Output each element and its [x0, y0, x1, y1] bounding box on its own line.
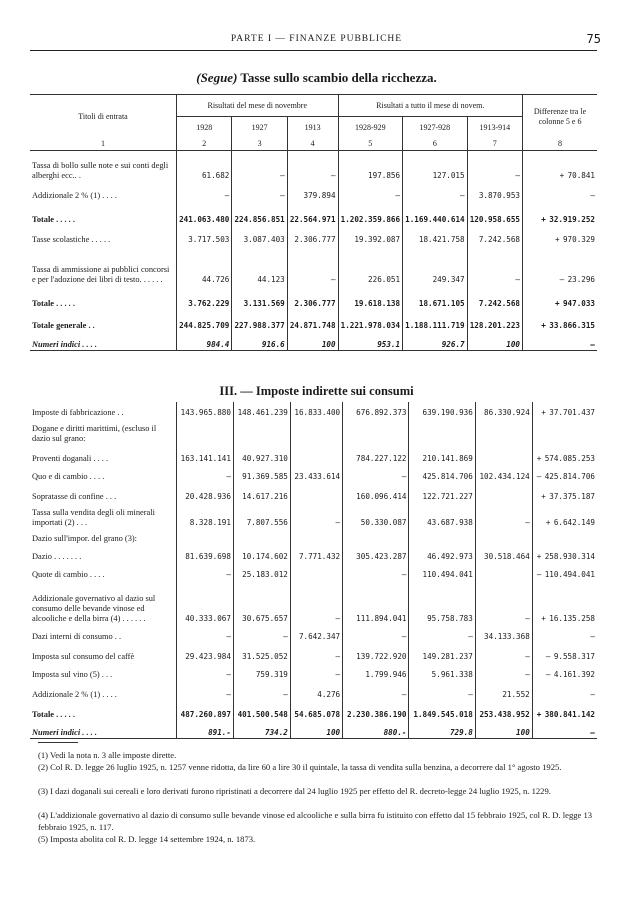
cell-value: 8.328.191: [177, 502, 234, 528]
cell-value: 44.123: [232, 245, 287, 285]
cell-value: 2.306.777: [287, 225, 338, 245]
cell-value: 639.190.936: [409, 402, 475, 418]
cell-value: —: [343, 562, 409, 580]
diff-value: 33.866.315: [549, 320, 595, 330]
row-label: Imposta sul vino (5) . . .: [32, 670, 113, 679]
cell-value: [343, 418, 409, 444]
cell-value: 100: [467, 331, 522, 351]
row-label: Numeri indici . . . .: [32, 727, 97, 737]
diff-value: 380.841.142: [544, 710, 595, 719]
cell-diff: [523, 181, 598, 201]
table-row: [30, 544, 597, 562]
diff-sign: +: [541, 408, 546, 417]
cell-value: 110.494.041: [409, 562, 475, 580]
cell-diff: [523, 225, 598, 245]
cell-value: [290, 444, 342, 464]
cell-value: 19.392.087: [338, 225, 403, 245]
cell-diff: [523, 245, 598, 285]
col-number: 7: [467, 139, 522, 151]
diff-sign: —: [536, 472, 542, 481]
cell-value: 30.518.464: [475, 544, 532, 562]
row-label: Dazio . . . . . . .: [32, 552, 82, 561]
cell-value: [290, 528, 342, 544]
col-number: 5: [338, 139, 403, 151]
cell-value: 128.201.223: [467, 309, 522, 331]
cell-value: [475, 444, 532, 464]
cell-value: 149.281.237: [409, 642, 475, 662]
cell-value: 54.685.078: [290, 700, 342, 720]
cell-value: 163.141.141: [177, 444, 234, 464]
running-title: PARTE I — FINANZE PUBBLICHE: [230, 34, 403, 44]
table-row: [30, 680, 597, 700]
cell-value: —: [403, 181, 468, 201]
cell-value: [409, 528, 475, 544]
col-number: 1: [101, 139, 105, 149]
cell-value: 3.131.569: [232, 285, 287, 309]
cell-value: 244.825.709: [177, 309, 232, 331]
cell-diff: [532, 444, 597, 464]
cell-value: 401.500.548: [233, 700, 290, 720]
section2-title: III. — Imposte indirette sui consumi: [219, 384, 414, 398]
diff-sign: +: [536, 552, 542, 561]
cell-value: —: [290, 642, 342, 662]
cell-diff: [532, 502, 597, 528]
diff-value: 16.135.258: [549, 614, 595, 623]
cell-value: 20.428.936: [177, 482, 234, 502]
diff-value: 70.841: [567, 170, 595, 180]
cell-value: 40.927.310: [233, 444, 290, 464]
cell-value: 1.202.359.866: [338, 201, 403, 225]
cell-value: 7.242.568: [467, 285, 522, 309]
cell-value: 224.856.851: [232, 201, 287, 225]
row-label: Dazi interni di consumo . .: [32, 632, 122, 641]
diff-sign: +: [541, 320, 546, 330]
cell-value: 120.958.655: [467, 201, 522, 225]
cell-value: 7.807.556: [233, 502, 290, 528]
cell-value: 891.-: [177, 720, 234, 738]
cell-value: —: [343, 624, 409, 642]
cell-value: 18.671.105: [403, 285, 468, 309]
year-header: 1913-914: [467, 117, 522, 139]
cell-value: 16.833.400: [290, 402, 342, 418]
cell-value: —: [343, 464, 409, 482]
cell-value: —: [233, 624, 290, 642]
row-label: Numeri indici . . . .: [32, 340, 97, 349]
cell-value: 91.369.585: [233, 464, 290, 482]
row-label: Tassa sulla vendita degli oli minerali importati (2) . . .: [32, 508, 155, 527]
cell-value: —: [409, 680, 475, 700]
cell-value: 4.276: [290, 680, 342, 700]
year-header: 1927-928: [403, 117, 468, 139]
cell-value: —: [343, 680, 409, 700]
group-header-month: Risultati del mese di novembre: [177, 95, 339, 117]
cell-value: 2.230.386.190: [343, 700, 409, 720]
row-label: Proventi doganali . . . .: [32, 454, 109, 463]
year-header: 1927: [232, 117, 287, 139]
row-label: Tassa di bollo sulle note e sui conti degli alberghi ecc.. .: [32, 160, 169, 180]
cell-value: 759.319: [233, 662, 290, 680]
row-label: Dazio sull'impor. del grano (3):: [32, 534, 138, 543]
diff-value: —: [590, 340, 595, 349]
cell-value: 379.894: [287, 181, 338, 201]
col-number: 6: [403, 139, 468, 151]
cell-value: —: [409, 624, 475, 642]
row-label: Sopratasse di confine . . .: [32, 492, 117, 501]
diff-value: 9.558.317: [553, 652, 595, 661]
cell-value: 916.6: [232, 331, 287, 351]
running-header: [0, 34, 633, 48]
cell-value: 487.260.897: [177, 700, 234, 720]
cell-value: 7.242.568: [467, 225, 522, 245]
cell-value: [409, 418, 475, 444]
diff-value: 258.930.314: [544, 552, 595, 561]
cell-value: 81.639.698: [177, 544, 234, 562]
diff-value: 970.329: [562, 234, 595, 244]
cell-value: 10.174.602: [233, 544, 290, 562]
cell-value: —: [467, 245, 522, 285]
diff-value: 32.919.252: [549, 214, 595, 224]
diff-sign: +: [554, 298, 560, 308]
cell-value: 19.618.138: [338, 285, 403, 309]
footnote-1: (1) Vedi la nota n. 3 alle imposte dirette.: [38, 750, 177, 760]
cell-value: —: [338, 181, 403, 201]
cell-value: 46.492.973: [409, 544, 475, 562]
cell-diff: [532, 700, 597, 720]
cell-value: —: [177, 464, 234, 482]
cell-value: —: [475, 580, 532, 624]
row-label: Addizionale 2 % (1) . . . .: [32, 690, 117, 699]
cell-value: 210.141.869: [409, 444, 475, 464]
cell-value: 253.438.952: [475, 700, 532, 720]
cell-value: 30.675.657: [233, 580, 290, 624]
diff-sign: +: [541, 614, 546, 623]
cell-value: [290, 562, 342, 580]
cell-value: 122.721.227: [409, 482, 475, 502]
diff-sign: +: [536, 710, 542, 719]
cell-diff: [532, 464, 597, 482]
cell-value: 95.758.783: [409, 580, 475, 624]
cell-diff: [523, 285, 598, 309]
title-segue: (Segue): [196, 70, 238, 85]
diff-sign: +: [541, 214, 546, 224]
cell-diff: [532, 544, 597, 562]
diff-value: 425.814.706: [544, 472, 595, 481]
cell-value: —: [177, 662, 234, 680]
table-row: [30, 662, 597, 680]
cell-value: [475, 418, 532, 444]
table-row: [30, 285, 597, 309]
diff-value: 23.296: [567, 274, 595, 284]
table-row: [30, 720, 597, 738]
cell-value: —: [475, 662, 532, 680]
cell-diff: [532, 418, 597, 444]
cell-value: —: [233, 680, 290, 700]
diff-value: 110.494.041: [544, 570, 595, 579]
cell-value: —: [232, 181, 287, 201]
cell-value: 249.347: [403, 245, 468, 285]
table-row: [30, 201, 597, 225]
cell-diff: [532, 720, 597, 738]
cell-value: [475, 528, 532, 544]
cell-value: 160.096.414: [343, 482, 409, 502]
cell-value: 1.221.978.034: [338, 309, 403, 331]
cell-value: 3.087.403: [232, 225, 287, 245]
cell-value: 29.423.984: [177, 642, 234, 662]
cell-value: 197.856: [338, 151, 403, 181]
cell-value: 305.423.287: [343, 544, 409, 562]
cell-value: 111.894.041: [343, 580, 409, 624]
cell-value: 14.617.216: [233, 482, 290, 502]
diff-sign: +: [554, 234, 560, 244]
table-row: [30, 402, 597, 418]
group-header-cumulative: Risultati a tutto il mese di novem.: [338, 95, 522, 117]
table-row: [30, 562, 597, 580]
cell-value: —: [290, 662, 342, 680]
cell-value: —: [290, 502, 342, 528]
cell-value: 18.421.758: [403, 225, 468, 245]
table-row: [30, 245, 597, 285]
cell-value: 100: [287, 331, 338, 351]
cell-value: 3.717.503: [177, 225, 232, 245]
diff-value: 37.375.187: [549, 492, 595, 501]
group-header-diff: Differenze tra le colonne 5 e 6: [523, 95, 598, 139]
cell-diff: [523, 331, 598, 351]
cell-value: 139.722.920: [343, 642, 409, 662]
table-row: [30, 502, 597, 528]
page-number: 75: [586, 32, 601, 46]
cell-value: 34.133.368: [475, 624, 532, 642]
cell-value: —: [290, 580, 342, 624]
table-row: [30, 444, 597, 464]
cell-value: —: [467, 151, 522, 181]
row-label: Totale . . . . .: [32, 710, 75, 719]
cell-value: 2.306.777: [287, 285, 338, 309]
cell-diff: [532, 482, 597, 502]
col-number: 3: [232, 139, 287, 151]
cell-diff: [532, 662, 597, 680]
diff-sign: —: [545, 652, 551, 661]
year-header: 1928: [177, 117, 232, 139]
cell-value: [475, 482, 532, 502]
cell-value: [233, 528, 290, 544]
row-label: Addizionale governativo al dazio sul consumo delle bevande vinose ed alcooliche e della birra (4) . . . . . .: [32, 594, 156, 623]
header-rule: [30, 50, 597, 51]
cell-value: [475, 562, 532, 580]
cell-diff: [532, 402, 597, 418]
cell-value: 1.188.111.719: [403, 309, 468, 331]
col-number: 8: [523, 139, 598, 151]
cell-value: 22.564.971: [287, 201, 338, 225]
cell-diff: [532, 528, 597, 544]
cell-value: 25.183.012: [233, 562, 290, 580]
cell-value: [177, 418, 234, 444]
cell-diff: [523, 201, 598, 225]
table-row: [30, 331, 597, 351]
row-label: Addizionale 2 % (1) . . . .: [32, 190, 117, 200]
cell-diff: [532, 680, 597, 700]
cell-value: 227.988.377: [232, 309, 287, 331]
table-row: [30, 181, 597, 201]
row-label: Tassa di ammissione ai pubblici concorsi e per l'adozione dei libri di testo. . . . . .: [32, 264, 170, 284]
cell-value: —: [287, 245, 338, 285]
col-number: 4: [287, 139, 338, 151]
row-label: Totale . . . . .: [32, 298, 75, 308]
diff-sign: —: [536, 570, 542, 579]
cell-value: 729.8: [409, 720, 475, 738]
table-row: [30, 700, 597, 720]
cell-value: 24.871.748: [287, 309, 338, 331]
row-label: Dogane e diritti marittimi, (escluso il dazio sul grano:: [32, 424, 157, 443]
cell-value: [177, 528, 234, 544]
table2-body: [30, 402, 597, 738]
cell-value: 50.330.087: [343, 502, 409, 528]
cell-value: 43.687.938: [409, 502, 475, 528]
year-header: 1928-929: [338, 117, 403, 139]
diff-sign: +: [536, 454, 542, 463]
footnote-3: (3) I dazi doganali sui cereali e loro derivati furono ripristinati a decorrere dal 24 luglio 1925 per effetto del R. decreto-legge 24 luglio 1925, n. 1229.: [38, 786, 551, 796]
cell-value: [233, 418, 290, 444]
cell-diff: [523, 309, 598, 331]
cell-value: 1.849.545.018: [409, 700, 475, 720]
cell-value: 100: [475, 720, 532, 738]
diff-sign: —: [559, 274, 565, 284]
cell-value: 100: [290, 720, 342, 738]
row-label: Quote di cambio . . . .: [32, 570, 105, 579]
table-row: [30, 225, 597, 245]
section1-title: [0, 70, 633, 86]
cell-value: 21.552: [475, 680, 532, 700]
row-label: Totale generale . .: [32, 320, 95, 330]
table-row: [30, 624, 597, 642]
diff-value: 6.642.149: [553, 518, 595, 527]
cell-diff: [532, 562, 597, 580]
diff-value: 37.701.437: [549, 408, 595, 417]
footnote-rule: [38, 742, 78, 743]
cell-value: 40.333.067: [177, 580, 234, 624]
cell-value: 143.965.880: [177, 402, 234, 418]
table-row: [30, 482, 597, 502]
cell-value: 984.4: [177, 331, 232, 351]
table-row: [30, 151, 597, 181]
cell-value: 1.169.440.614: [403, 201, 468, 225]
footnote-2: (2) Col R. D. legge 26 luglio 1925, n. 1257 venne ridotta, da lire 60 a lire 30 il quintale, la tassa di vendita sulla benzina, a decorrere dal 1° agosto 1925.: [38, 762, 562, 772]
footnote-5: (5) Imposta abolita col R. D. legge 14 settembre 1924, n. 1873.: [38, 834, 256, 844]
col-header-titles: Titoli di entrata: [78, 111, 128, 121]
diff-value: 947.033: [562, 298, 595, 308]
diff-sign: +: [541, 492, 546, 501]
cell-value: —: [177, 562, 234, 580]
diff-value: 4.161.392: [553, 670, 595, 679]
cell-value: —: [475, 502, 532, 528]
cell-value: 44.726: [177, 245, 232, 285]
cell-value: —: [287, 151, 338, 181]
footnote-4: (4) L'addizionale governativo al dazio di consumo sulle bevande vinose ed alcooliche e sulla birra fu istituito con effetto dal 15 febbraio 1925, col R. D. legge 13 febbraio 1925, n. 117.: [38, 810, 593, 832]
diff-sign: +: [559, 170, 565, 180]
cell-value: [343, 528, 409, 544]
cell-value: —: [232, 151, 287, 181]
cell-value: [290, 418, 342, 444]
cell-diff: [532, 624, 597, 642]
table-row: [30, 642, 597, 662]
cell-value: 86.330.924: [475, 402, 532, 418]
table1-body: [30, 151, 597, 351]
diff-value: —: [590, 727, 595, 737]
cell-diff: [532, 642, 597, 662]
cell-value: —: [177, 624, 234, 642]
row-label: Imposte di fabbricazione . .: [32, 408, 124, 417]
table-row: [30, 528, 597, 544]
diff-sign: —: [545, 670, 551, 679]
cell-value: 61.682: [177, 151, 232, 181]
cell-value: 784.227.122: [343, 444, 409, 464]
table-section1: [30, 94, 597, 351]
cell-value: 102.434.124: [475, 464, 532, 482]
cell-diff: [532, 580, 597, 624]
cell-value: 734.2: [233, 720, 290, 738]
cell-value: 226.051: [338, 245, 403, 285]
table-row: [30, 309, 597, 331]
table-row: [30, 580, 597, 624]
cell-value: 7.642.347: [290, 624, 342, 642]
cell-value: 926.7: [403, 331, 468, 351]
table-row: [30, 418, 597, 444]
cell-value: 127.015: [403, 151, 468, 181]
cell-value: —: [177, 181, 232, 201]
table-row: [30, 464, 597, 482]
cell-value: 7.771.432: [290, 544, 342, 562]
cell-value: 425.814.706: [409, 464, 475, 482]
cell-value: 31.525.052: [233, 642, 290, 662]
table-section2: [30, 402, 597, 739]
diff-sign: +: [545, 518, 551, 527]
row-label: Imposta sul consumo del caffè: [32, 652, 135, 661]
diff-value: —: [590, 632, 595, 641]
row-label: Tasse scolastiche . . . . .: [32, 234, 111, 244]
cell-value: 3.762.229: [177, 285, 232, 309]
cell-diff: [523, 151, 598, 181]
cell-value: 880.-: [343, 720, 409, 738]
cell-value: 676.892.373: [343, 402, 409, 418]
cell-value: 3.870.953: [467, 181, 522, 201]
cell-value: 148.461.239: [233, 402, 290, 418]
cell-value: 5.961.338: [409, 662, 475, 680]
cell-value: 23.433.614: [290, 464, 342, 482]
diff-value: —: [590, 690, 595, 699]
row-label: Quo e di cambio . . . .: [32, 472, 105, 481]
diff-value: —: [590, 190, 595, 200]
cell-value: 241.063.480: [177, 201, 232, 225]
diff-value: 574.085.253: [544, 454, 595, 463]
cell-value: 1.799.946: [343, 662, 409, 680]
cell-value: —: [177, 680, 234, 700]
cell-value: [290, 482, 342, 502]
col-number: 2: [177, 139, 232, 151]
row-label: Totale . . . . .: [32, 214, 75, 224]
cell-value: —: [475, 642, 532, 662]
cell-value: 953.1: [338, 331, 403, 351]
year-header: 1913: [287, 117, 338, 139]
title-text: Tasse sullo scambio della ricchezza.: [240, 70, 437, 85]
